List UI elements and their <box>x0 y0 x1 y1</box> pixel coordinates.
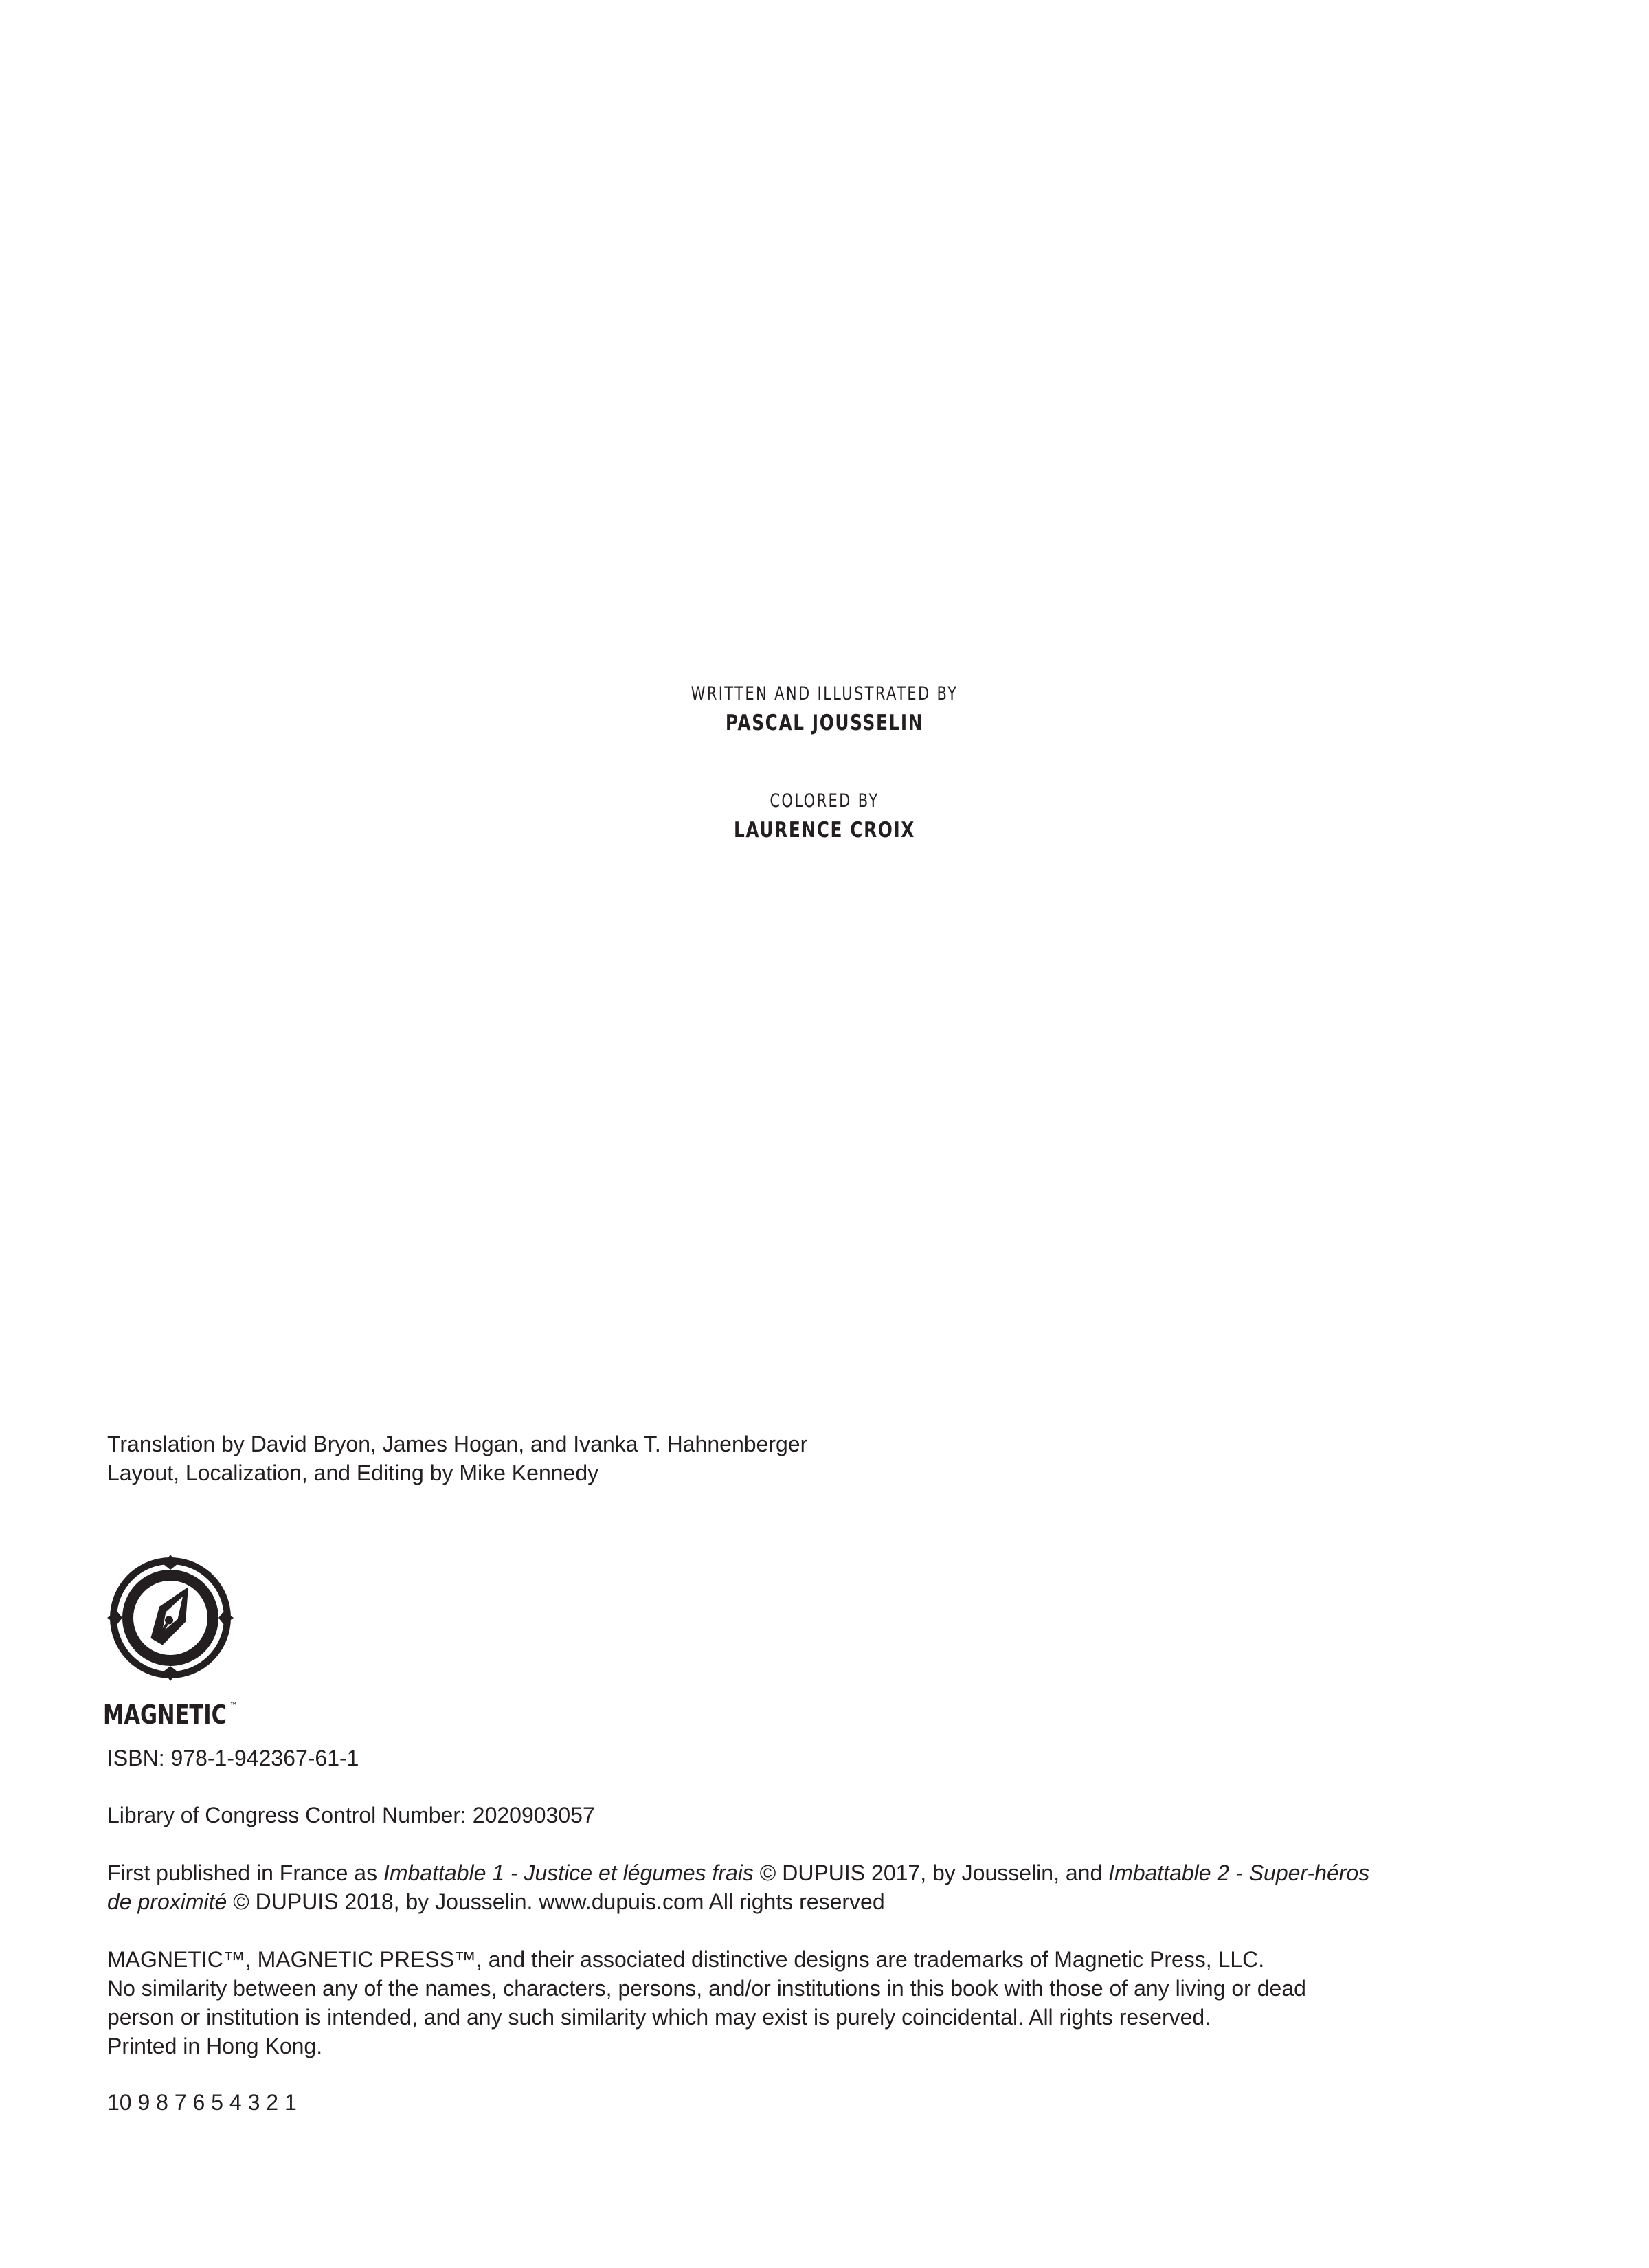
writer-name: PASCAL JOUSSELIN <box>725 711 924 735</box>
first-pub-text-2: © DUPUIS 2017, by Jousselin, and <box>753 1860 1109 1885</box>
printer-key: 10 9 8 7 6 5 4 3 2 1 <box>107 2090 297 2115</box>
first-pub-text-1: First published in France as <box>107 1860 383 1885</box>
trademark-line-2: No similarity between any of the names, characters, persons, and/or institutions in this book with those of any living or dead <box>107 1976 1306 2001</box>
colorist-role: COLORED BY <box>770 790 879 812</box>
logo-wordmark: MAGNETIC <box>103 1700 227 1730</box>
translation-credit: Translation by David Bryon, James Hogan, and Ivanka T. Hahnenberger <box>107 1432 808 1456</box>
isbn: ISBN: 978-1-942367-61-1 <box>107 1746 359 1770</box>
trademark-line-1: MAGNETIC™, MAGNETIC PRESS™, and their associated distinctive designs are trademarks of Magnetic Press, LLC. <box>107 1947 1265 1972</box>
first-published-notice <box>107 1858 1481 1916</box>
magnetic-compass-pen-nib-icon <box>103 1555 240 1731</box>
trademark-notice <box>107 1945 1481 2060</box>
magnetic-logo <box>103 1555 240 1731</box>
colorist-name: LAURENCE CROIX <box>733 818 916 843</box>
first-pub-title-2-line-1: Imbattable 2 - Super-héros <box>1108 1860 1370 1885</box>
trademark-line-3: person or institution is intended, and any such similarity which may exist is purely coincidental. All rights reserved. <box>107 2005 1211 2030</box>
first-pub-title-1: Imbattable 1 - Justice et légumes frais <box>383 1860 754 1885</box>
credit-spacer <box>0 738 1649 788</box>
lccn: Library of Congress Control Number: 2020903057 <box>107 1803 595 1827</box>
logo-tm: ™ <box>229 1701 238 1711</box>
first-pub-title-2-line-2: de proximité <box>107 1889 227 1914</box>
first-pub-text-3: © DUPUIS 2018, by Jousselin. www.dupuis.com All rights reserved <box>227 1889 885 1914</box>
layout-credit: Layout, Localization, and Editing by Mike Kennedy <box>107 1460 599 1485</box>
printed-in: Printed in Hong Kong. <box>107 2034 323 2058</box>
staff-credits <box>107 1430 1481 1487</box>
writer-role: WRITTEN AND ILLUSTRATED BY <box>691 683 958 704</box>
credits-block <box>0 680 1649 845</box>
